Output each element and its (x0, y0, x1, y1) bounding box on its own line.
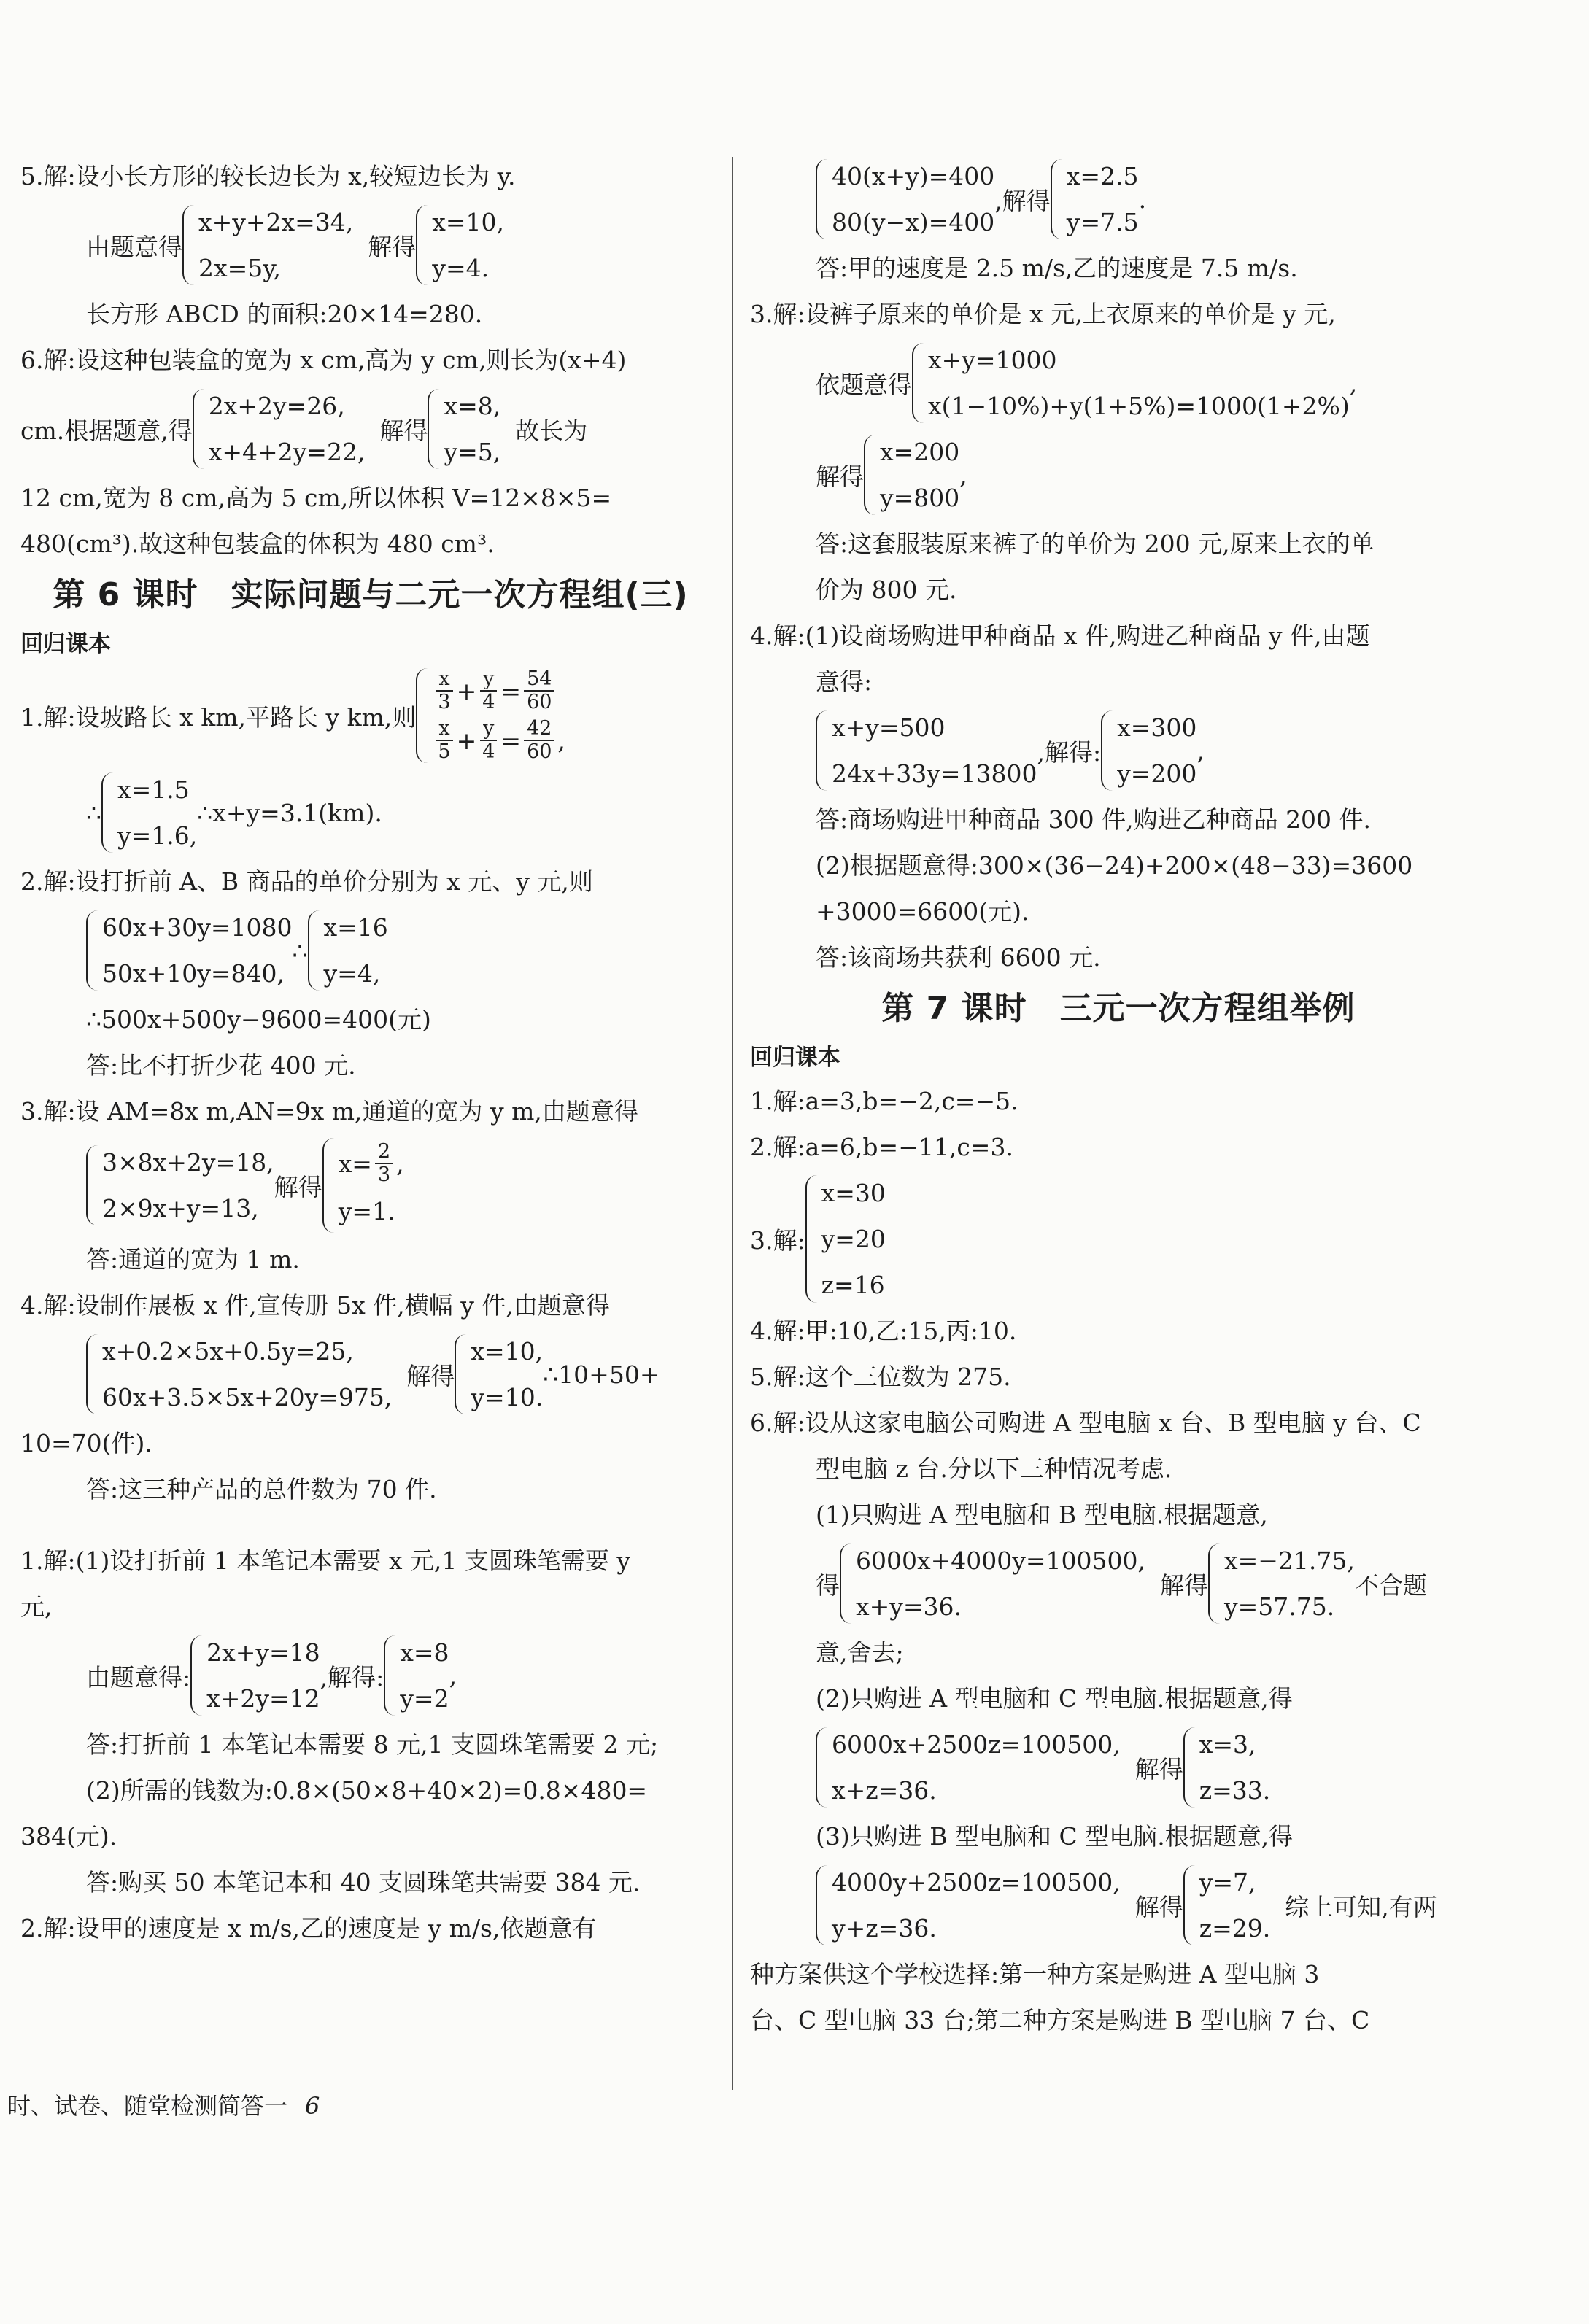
equation: y=10. (471, 1383, 544, 1411)
r2-intro: 2.解:设甲的速度是 x m/s,乙的速度是 y m/s,依题意有 (20, 1914, 597, 1943)
s1-line: 1.解:a=3,b=−2,c=−5. (750, 1087, 1018, 1115)
text: 解得 (379, 416, 428, 445)
solution-system (1101, 705, 1196, 797)
r1-part-2: (2)所需的钱数为:0.8×(50×8+40×2)=0.8×480= (86, 1776, 648, 1805)
equation: x(1−10%)+y(1+5%)=1000(1+2%) (928, 392, 1350, 420)
equation-system (190, 1630, 320, 1721)
section-subtitle: 回归课本 (750, 1045, 840, 1071)
equation-system (816, 1721, 1121, 1813)
equation: x=16 (323, 913, 388, 942)
solution-system (1183, 1721, 1271, 1813)
solution-system (1208, 1538, 1355, 1630)
equation: 50x+10y=840, (102, 959, 285, 988)
s2-line: 2.解:a=6,b=−11,c=3. (750, 1133, 1013, 1161)
text: 解得 (816, 462, 864, 491)
right-column (750, 153, 1487, 2043)
equation: 6000x+2500z=100500, (832, 1730, 1121, 1759)
equation: x+0.2×5x+0.5y=25, (102, 1337, 354, 1366)
equation: x=2.5 (1066, 162, 1139, 190)
equation: x=10, (432, 208, 505, 236)
r1-answer-1: 答:打折前 1 本笔记本需要 8 元,1 支圆珠笔需要 2 元; (86, 1730, 659, 1759)
solution-system (384, 1630, 449, 1721)
equation: y=1. (338, 1197, 395, 1225)
s6-case-1-end: 意,舍去; (816, 1638, 904, 1667)
text: 解得 (1134, 1892, 1183, 1921)
r1-system (20, 1630, 721, 1721)
fraction: $\frac{54}{60}$ (524, 668, 554, 713)
equation: 80(y−x)=400 (832, 208, 995, 236)
section-subtitle: 回归课本 (20, 631, 111, 657)
equation: x=−21.75, (1223, 1546, 1355, 1575)
q1-system (20, 665, 721, 767)
r2-system (750, 153, 1487, 245)
equation: 2x=5y, (198, 254, 282, 282)
problem-5-area: 长方形 ABCD 的面积:20×14=280. (86, 300, 483, 328)
equation-system (182, 199, 353, 291)
equation: x+y=1000 (928, 346, 1057, 374)
solution-system (416, 199, 504, 291)
problem-6-dims: 12 cm,宽为 8 cm,高为 5 cm,所以体积 V=12×8×5= (20, 484, 612, 512)
equation: x=200 (880, 438, 960, 466)
text: ,解得: (1037, 737, 1102, 767)
text: 综上可知,有两 (1285, 1892, 1437, 1921)
s6-case-3-system (750, 1859, 1487, 1951)
problem-6-system (20, 383, 721, 475)
solution-system (322, 1137, 404, 1233)
solution-system (1183, 1859, 1271, 1951)
fraction: $\frac{y}{4}$ (479, 718, 498, 763)
equation: 60x+3.5×5x+20y=975, (102, 1383, 393, 1411)
equation: x+2y=12 (206, 1684, 320, 1713)
equation: 3×8x+2y=18, (102, 1148, 274, 1177)
equation: x=1.5 (117, 775, 190, 804)
solution-system (428, 383, 500, 475)
problem-5-intro: 5.解:设小长方形的较长边长为 x,较短边长为 y. (20, 162, 516, 190)
q4-total: 10=70(件). (20, 1429, 152, 1457)
text: ∴ (292, 936, 308, 965)
r4-answer-2: 答:该商场共获利 6600 元. (816, 943, 1101, 972)
r3-answer-1: 答:这套服装原来裤子的单价为 200 元,原来上衣的单 (816, 530, 1375, 558)
solution-system (308, 905, 388, 996)
equation: y=57.75. (1223, 1592, 1335, 1621)
r3-intro: 3.解:设裤子原来的单价是 x 元,上衣原来的单价是 y 元, (750, 300, 1336, 328)
r2-answer: 答:甲的速度是 2.5 m/s,乙的速度是 7.5 m/s. (816, 254, 1298, 282)
q2-intro: 2.解:设打折前 A、B 商品的单价分别为 x 元、y 元,则 (20, 867, 593, 896)
page-number: 6 (305, 2092, 320, 2120)
equation: y=20 (821, 1225, 886, 1253)
text: 由题意得: (86, 1662, 191, 1692)
equation: x=30 (821, 1179, 886, 1207)
q2-calc: ∴500x+500y−9600=400(元) (86, 1005, 431, 1034)
equation: x+z=36. (832, 1776, 937, 1805)
text: 1.解:设坡路长 x km,平路长 y km,则 (20, 702, 417, 732)
equation: x=300 (1117, 713, 1197, 742)
q4-system (20, 1328, 721, 1420)
section-title-6: 第 6 课时 实际问题与二元一次方程组(三) (53, 576, 689, 613)
text: , (1349, 368, 1358, 398)
equation-system (816, 153, 994, 245)
text: 依题意得 (816, 370, 912, 399)
equation: z=33. (1199, 1776, 1271, 1805)
text: , (959, 460, 967, 489)
s6-case-1: (1)只购进 A 型电脑和 B 型电脑.根据题意, (816, 1500, 1268, 1529)
text: 不合题 (1354, 1570, 1427, 1600)
s6-case-1-system (750, 1538, 1487, 1630)
fraction: $\frac{42}{60}$ (524, 718, 554, 763)
footer-text: 时、试卷、随堂检测简答一 (7, 2092, 288, 2120)
text: 解得 (274, 1172, 322, 1201)
problem-6-intro: 6.解:设这种包装盒的宽为 x cm,高为 y cm,则长为(x+4) (20, 346, 627, 374)
s6-conclusion-2: 台、C 型电脑 33 台;第二种方案是购进 B 型电脑 7 台、C (750, 2006, 1370, 2034)
text: cm.根据题意,得 (20, 416, 193, 445)
text: 3.解: (750, 1226, 805, 1255)
r1-answer-2: 答:购买 50 本笔记本和 40 支圆珠笔共需要 384 元. (86, 1868, 641, 1897)
r4-part-2-result: +3000=6600(元). (816, 897, 1029, 926)
equation: x=3, (1199, 1730, 1256, 1759)
equation: 24x+33y=13800 (832, 759, 1037, 788)
text: ∴x+y=3.1(km). (197, 798, 382, 827)
solution-system (1051, 153, 1139, 245)
s6-case-3: (3)只购进 B 型电脑和 C 型电脑.根据题意,得 (816, 1822, 1294, 1851)
text: 解得 (406, 1361, 455, 1390)
section-title-7: 第 7 课时 三元一次方程组举例 (881, 990, 1356, 1027)
equation: 2×9x+y=13, (102, 1194, 259, 1223)
s6-case-2: (2)只购进 A 型电脑和 C 型电脑.根据题意,得 (816, 1684, 1293, 1713)
r4-part-2: (2)根据题意得:300×(36−24)+200×(48−33)=3600 (816, 851, 1413, 880)
equation-system (912, 337, 1350, 429)
text: 由题意得 (86, 232, 182, 261)
s6-intro: 6.解:设从这家电脑公司购进 A 型电脑 x 台、B 型电脑 y 台、C (750, 1409, 1421, 1437)
r4-intro-2: 意得: (816, 667, 873, 696)
equation: y=1.6, (117, 821, 198, 850)
text: 故长为 (515, 416, 588, 445)
equation: y=5, (444, 438, 501, 466)
equation: x= (338, 1149, 372, 1178)
r1-intro-2: 元, (20, 1592, 53, 1621)
fraction: $\frac{x}{3}$ (435, 668, 453, 713)
q2-answer: 答:比不打折少花 400 元. (86, 1051, 356, 1080)
s6-intro-2: 型电脑 z 台.分以下三种情况考虑. (816, 1455, 1172, 1483)
q3-system (20, 1134, 721, 1236)
q4-answer: 答:这三种产品的总件数为 70 件. (86, 1475, 437, 1503)
r4-answer-1: 答:商场购进甲种商品 300 件,购进乙种商品 200 件. (816, 805, 1372, 834)
equation: 40(x+y)=400 (832, 162, 995, 190)
s6-case-2-system (750, 1721, 1487, 1813)
equation: z=16 (821, 1271, 885, 1299)
column-divider (732, 157, 733, 2090)
equation: y=2 (400, 1684, 449, 1713)
left-column (20, 153, 721, 1951)
equation: y=200 (1117, 759, 1197, 788)
equation: y=7.5 (1066, 208, 1139, 236)
text: , (396, 1149, 404, 1178)
equation: 6000x+4000y=100500, (856, 1546, 1145, 1575)
equation-system (86, 1139, 274, 1231)
fraction: $\frac{x}{5}$ (435, 718, 453, 763)
equation: z=29. (1199, 1914, 1271, 1943)
equation: y=800 (880, 484, 960, 512)
r1-intro: 1.解:(1)设打折前 1 本笔记本需要 x 元,1 支圆珠笔需要 y (20, 1546, 631, 1575)
equation-system (86, 1328, 392, 1420)
r4-system (750, 705, 1487, 797)
equation: x+y+2x=34, (198, 208, 354, 236)
r3-system (750, 337, 1487, 429)
s4-line: 4.解:甲:10,乙:15,丙:10. (750, 1317, 1017, 1345)
equation: x=10, (471, 1337, 544, 1366)
fraction: $\frac{y}{4}$ (479, 668, 498, 713)
problem-5-system (20, 199, 721, 291)
text: . (1138, 185, 1147, 214)
q4-intro: 4.解:设制作展板 x 件,宣传册 5x 件,横幅 y 件,由题意得 (20, 1291, 610, 1320)
equation: 2x+y=18 (206, 1638, 320, 1667)
equation-system (86, 905, 293, 996)
equation: 60x+30y=1080 (102, 913, 293, 942)
q2-system (20, 905, 721, 996)
text: ∴ (86, 798, 101, 827)
text: 解得 (368, 232, 417, 261)
equation-system (816, 1859, 1121, 1951)
equation: x+4+2y=22, (208, 438, 366, 466)
text: , (449, 1661, 457, 1690)
equation-system (840, 1538, 1145, 1630)
equation: x+y=500 (832, 713, 946, 742)
text: ,解得 (994, 186, 1051, 215)
text: 解得 (1159, 1570, 1208, 1600)
equation: x=8 (400, 1638, 449, 1667)
s5-line: 5.解:这个三位数为 275. (750, 1363, 1011, 1391)
equation-system (193, 383, 366, 475)
text: 解得 (1134, 1754, 1183, 1783)
r3-answer-2: 价为 800 元. (816, 576, 957, 604)
text: 得 (816, 1570, 840, 1600)
solution-system (864, 429, 959, 521)
solution-system (101, 767, 197, 859)
s6-conclusion-1: 种方案供这个学校选择:第一种方案是购进 A 型电脑 3 (750, 1960, 1320, 1988)
text: ,解得: (320, 1662, 384, 1692)
text: , (1196, 736, 1205, 765)
text: ∴10+50+ (543, 1360, 660, 1389)
solution-system (805, 1170, 886, 1308)
problem-6-volume: 480(cm³).故这种包装盒的体积为 480 cm³. (20, 530, 495, 558)
solution-system (455, 1328, 543, 1420)
q3-answer: 答:通道的宽为 1 m. (86, 1245, 300, 1274)
q1-solution (20, 767, 721, 859)
equation: y=7, (1199, 1868, 1256, 1897)
r3-solution (750, 429, 1487, 521)
q3-intro: 3.解:设 AM=8x m,AN=9x m,通道的宽为 y m,由题意得 (20, 1097, 638, 1126)
equation: y=4, (323, 959, 381, 988)
equation: x+y=36. (856, 1592, 962, 1621)
page-footer (7, 2088, 320, 2121)
s3-system (750, 1170, 1487, 1308)
equation: 4000y+2500z=100500, (832, 1868, 1121, 1897)
r1-part-2-result: 384(元). (20, 1822, 117, 1851)
equation: y=4. (432, 254, 490, 282)
equation: y+z=36. (832, 1914, 937, 1943)
fraction-system: $\frac{x}{3}$ + $\frac{y}{4}$ = $\frac{54}{60}$ $\frac{x}{5}$ + $\frac{y}{4}$ = $\frac{42}{60}$ , (416, 668, 565, 763)
equation: x=8, (444, 392, 501, 420)
r4-intro: 4.解:(1)设商场购进甲种商品 x 件,购进乙种商品 y 件,由题 (750, 621, 1370, 650)
equation-system (816, 705, 1037, 797)
equation: 2x+2y=26, (208, 392, 345, 420)
fraction: $\frac{2}{3}$ (375, 1141, 393, 1186)
